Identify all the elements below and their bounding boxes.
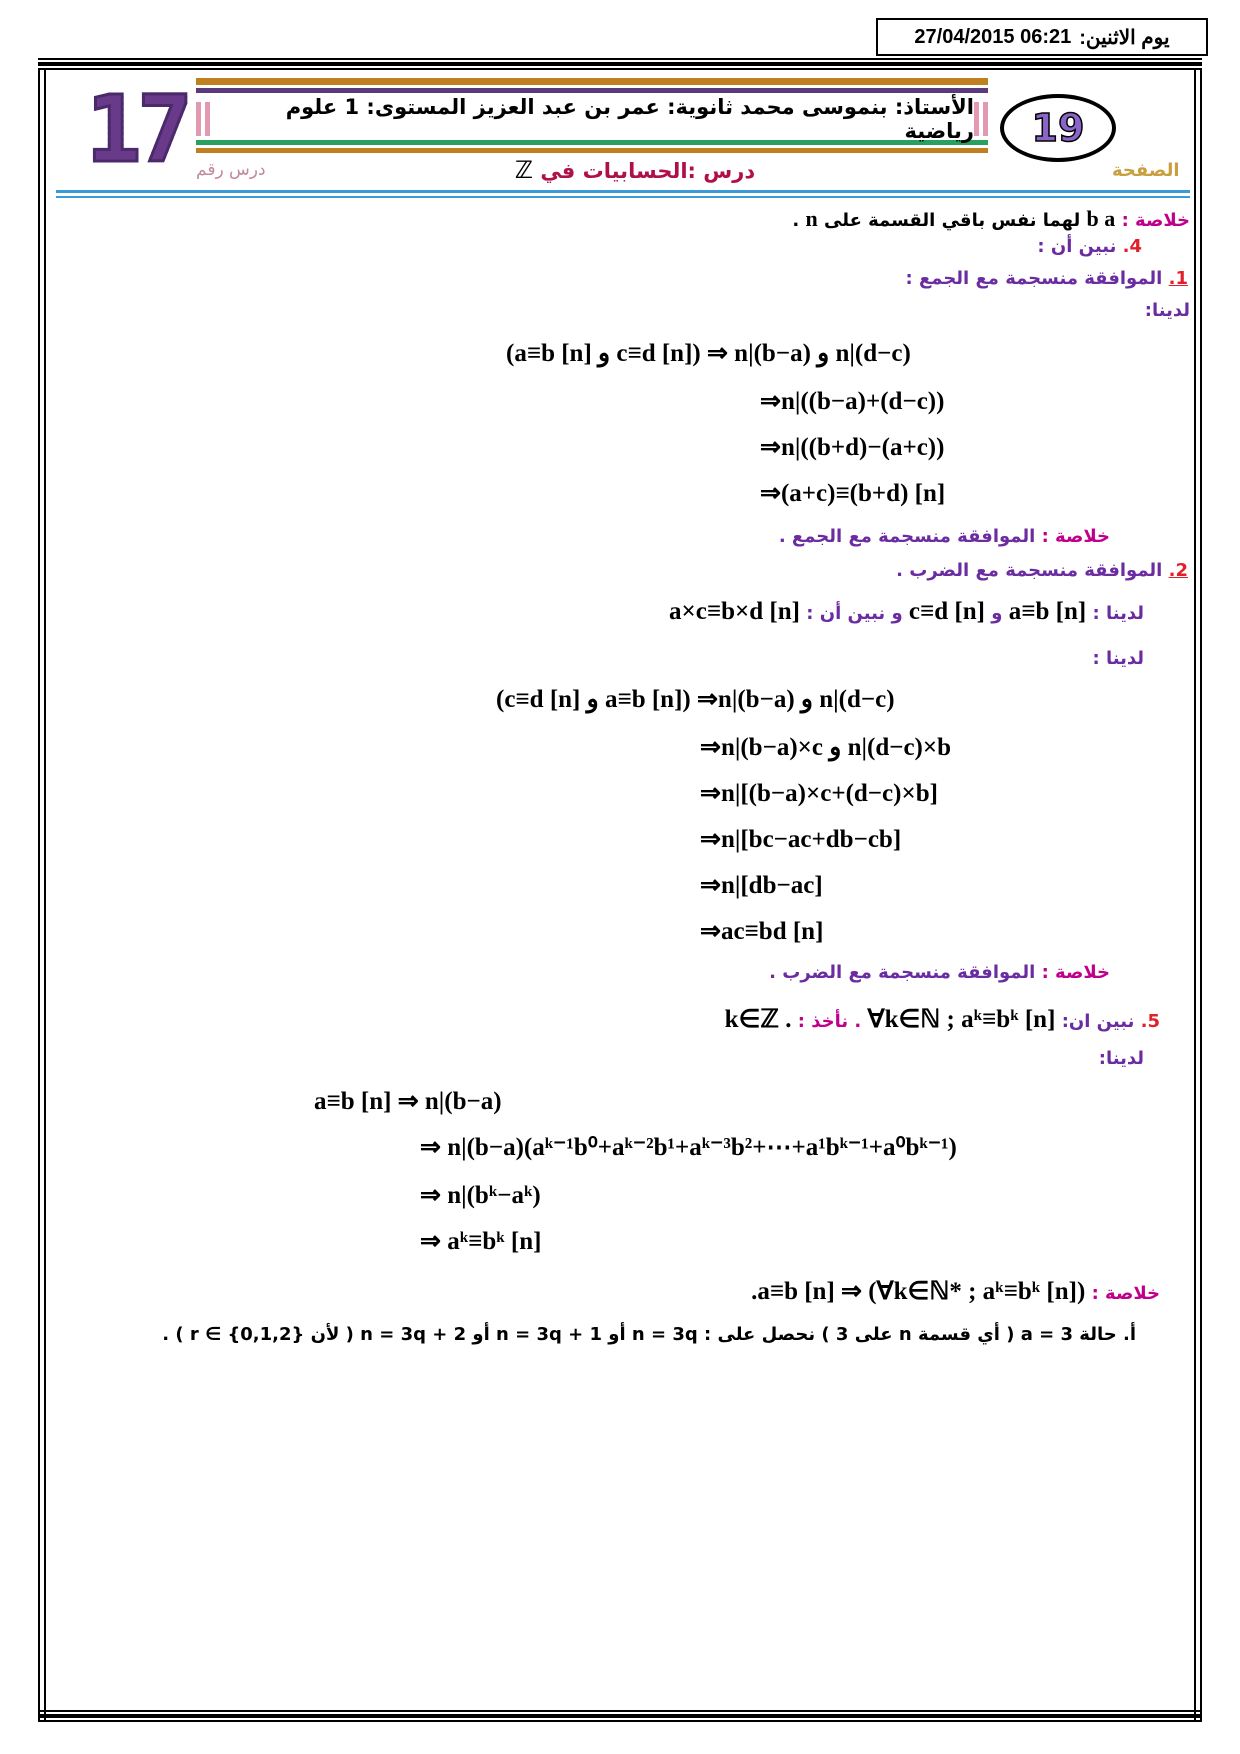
we-have-1: لدينا: <box>1144 300 1190 321</box>
big-lesson-number: 17 <box>86 76 189 183</box>
date-label: يوم الاثنين: <box>1079 26 1170 49</box>
frame-left-line-2 <box>44 70 46 1720</box>
conclusion-3: خلاصة : الموافقة منسجمة مع الضرب . <box>769 962 1110 983</box>
lesson-title-text: :الحسابيات في <box>540 159 696 183</box>
addition-line-1: (a≡b [n] و c≡d [n]) ⇒ n|(b−a) و n|(d−c) <box>506 340 911 367</box>
we-have-2: لدينا : <box>1092 648 1144 669</box>
lesson-title <box>470 156 800 184</box>
multiplication-line-4: ⇒n|[bc−ac+db−cb] <box>700 826 902 853</box>
page-label: الصفحة <box>1112 160 1180 181</box>
lesson-number-label: درس رقم <box>196 160 266 180</box>
frame-top-line-3 <box>38 68 1202 70</box>
header-banner-text: الأستاذ: بنموسى محمد ثانوية: عمر بن عبد العزيز المستوى: 1 علوم رياضية <box>285 95 974 143</box>
multiplication-line-6: ⇒ac≡bd [n] <box>700 918 824 945</box>
stripe-gold <box>196 78 988 85</box>
header-separator-2 <box>56 196 1190 198</box>
frame-right-line-2 <box>1200 70 1202 1720</box>
lesson-set-symbol: ℤ <box>514 156 533 184</box>
page-number-badge <box>1000 94 1116 162</box>
power-line-1: a≡b [n] ⇒ n|(b−a) <box>314 1088 502 1115</box>
case-a: أ. حالة a = 3 ( أي قسمة n على 3 ) نحصل على : n = 3q أو n = 3q + 1 أو n = 3q + 2 ( لأن r ∈ {0,1,2} ) . <box>162 1324 1136 1345</box>
header-separator-1 <box>56 190 1190 193</box>
section-4-2-heading: 2. الموافقة منسجمة مع الضرب . <box>896 560 1188 581</box>
section-4-heading: 4. نبين أن : <box>1037 236 1142 257</box>
header-banner <box>196 95 988 143</box>
power-line-4: ⇒ aᵏ≡bᵏ [n] <box>420 1228 542 1255</box>
frame-top-line-2 <box>38 62 1202 66</box>
page-number: 19 <box>1031 106 1085 150</box>
frame-top-line-1 <box>38 58 1202 60</box>
date-value: 27/04/2015 06:21 <box>914 25 1072 48</box>
frame-bottom-line-1 <box>38 1710 1202 1712</box>
stripe-gold-2 <box>196 148 988 153</box>
frame-bottom-line-3 <box>38 1720 1202 1722</box>
conclusion-2: خلاصة : الموافقة منسجمة مع الجمع . <box>778 526 1110 547</box>
we-have-3: لدينا: <box>1098 1048 1144 1069</box>
date-box <box>876 18 1208 56</box>
addition-line-3: ⇒n|((b+d)−(a+c)) <box>760 434 945 461</box>
section-4-1-heading: 1. الموافقة منسجمة مع الجمع : <box>905 268 1188 289</box>
frame-right-line-1 <box>1194 70 1196 1720</box>
frame-bottom-line-2 <box>38 1714 1202 1718</box>
addition-line-2: ⇒n|((b−a)+(d−c)) <box>760 388 945 415</box>
section-5-heading: 5. نبين ان: ∀k∈ℕ ; aᵏ≡bᵏ [n] . نأخذ : k∈ℤ . <box>724 1006 1160 1033</box>
stripe-purple <box>196 88 988 93</box>
power-line-3: ⇒ n|(bᵏ−aᵏ) <box>420 1182 541 1209</box>
frame-left-line-1 <box>38 70 40 1720</box>
addition-line-4: ⇒(a+c)≡(b+d) [n] <box>760 480 946 507</box>
conclusion-1: خلاصة : b a لهما نفس باقي القسمة على n . <box>792 206 1190 231</box>
multiplication-intro: لدينا : a≡b [n] و c≡d [n] و نبين أن : a×c≡b×d [n] <box>669 598 1144 625</box>
multiplication-line-3: ⇒n|[(b−a)×c+(d−c)×b] <box>700 780 938 807</box>
multiplication-line-5: ⇒n|[db−ac] <box>700 872 823 899</box>
multiplication-line-2: ⇒n|(b−a)×c و n|(d−c)×b <box>700 734 952 761</box>
power-line-2: ⇒ n|(b−a)(aᵏ⁻¹b⁰+aᵏ⁻²b¹+aᵏ⁻³b²+⋯+a¹bᵏ⁻¹+a⁰bᵏ⁻¹) <box>420 1134 957 1161</box>
multiplication-line-1: (c≡d [n] و a≡b [n]) ⇒n|(b−a) و n|(d−c) <box>496 686 895 713</box>
conclusion-4: خلاصة : .a≡b [n] ⇒ (∀k∈ℕ* ; aᵏ≡bᵏ [n]) <box>751 1278 1160 1305</box>
lesson-keyword: درس <box>703 159 756 183</box>
